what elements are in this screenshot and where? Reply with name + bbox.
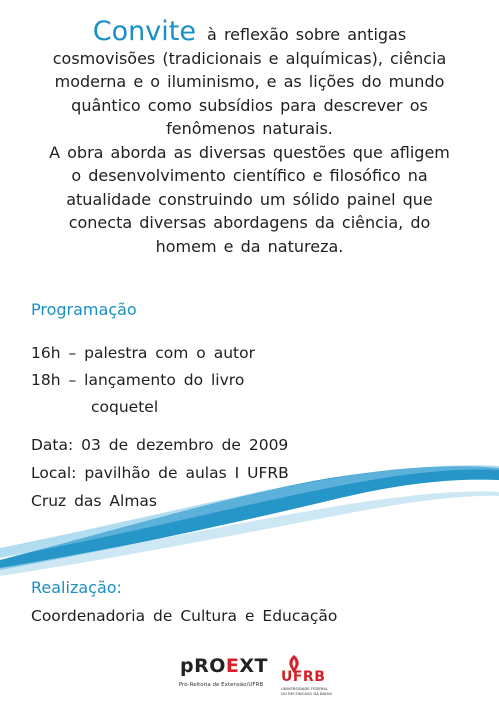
proext-logo: pROEXT (180, 655, 268, 677)
event-location: Local: pavilhão de aulas I UFRB (31, 464, 289, 482)
intro-line: à reflexão sobre antigas (207, 25, 407, 44)
programacao-heading: Programação (31, 300, 137, 319)
intro-line: moderna e o iluminismo, e as lições do mundo (54, 72, 445, 91)
intro-line: A obra aborda as diversas questões que afligem (49, 142, 450, 162)
intro-paragraph-1 (24, 16, 475, 141)
event-city: Cruz das Almas (31, 492, 158, 510)
schedule-item: 16h – palestra com o autor (31, 344, 255, 362)
ufrb-caption: UNIVERSIDADE FEDERAL DO RECÔNCAVO DA BAHIA (281, 686, 332, 696)
intro-line: quântico como subsídios para descrever os (71, 95, 428, 115)
intro-line: o desenvolvimento científico e filosófico na (71, 166, 428, 185)
intro-line: fenômenos naturais. (166, 119, 333, 138)
invitation-text (24, 16, 475, 258)
ufrb-logo: UFRB (281, 669, 326, 685)
intro-paragraph-2 (24, 141, 475, 259)
organizer-name: Coordenadoria de Cultura e Educação (31, 607, 338, 625)
proext-caption: Pró-Reitoria de Extensão/UFRB (178, 682, 264, 688)
schedule-item: 18h – lançamento do livro (31, 371, 245, 389)
realizacao-heading: Realização: (31, 578, 122, 597)
schedule-item: coquetel (91, 398, 159, 416)
intro-line: homem e da natureza. (155, 236, 344, 256)
invitation-title: Convite (92, 16, 196, 47)
decorative-wave (0, 440, 499, 580)
sponsor-logos (166, 655, 346, 699)
intro-line: conecta diversas abordagens da ciência, do (68, 213, 431, 232)
intro-line: atualidade construindo um sólido painel que (66, 189, 433, 209)
intro-line: cosmovisões (tradicionais e alquímicas), ciência (52, 48, 447, 68)
event-date: Data: 03 de dezembro de 2009 (31, 436, 289, 454)
